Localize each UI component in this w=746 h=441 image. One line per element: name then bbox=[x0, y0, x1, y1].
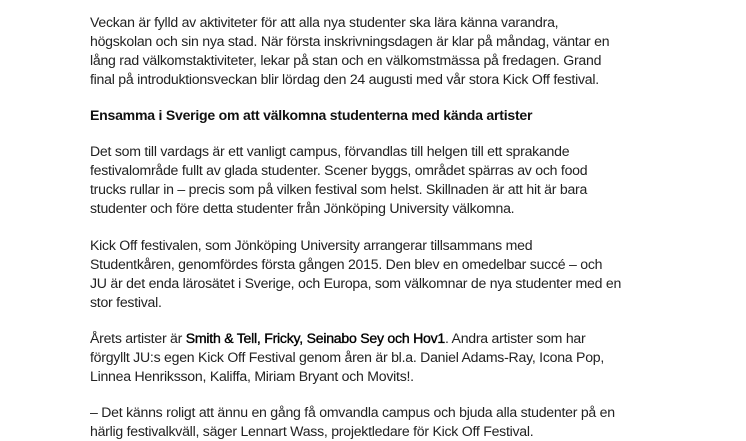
text-line: Det som till vardags är ett vanligt campus, förvandlas till helgen till ett sprakande bbox=[90, 143, 570, 159]
text-line: lång rad välkomstaktiviteter, lekar på stan och en välkomstmässa på fredagen. Grand bbox=[90, 52, 602, 68]
text-line: Linnea Henriksson, Kaliffa, Miriam Bryant och Movits!. bbox=[90, 368, 414, 384]
text-line: stor festival. bbox=[90, 294, 162, 310]
paragraph-intro-week bbox=[90, 13, 690, 89]
text-line: härlig festivalkväll, säger Lennart Wass, projektledare för Kick Off Festival. bbox=[90, 423, 534, 439]
text-line: förgyllt JU:s egen Kick Off Festival genom åren är bl.a. Daniel Adams-Ray, Icona Pop, bbox=[90, 349, 605, 365]
document-page bbox=[90, 0, 690, 441]
text-line: Veckan är fylld av aktiviteter för att alla nya studenter ska lära känna varandra, bbox=[90, 14, 559, 30]
top-spacer bbox=[90, 0, 690, 13]
text-line: festivalområde fullt av glada studenter. Scener byggs, området spärras av och food bbox=[90, 162, 588, 178]
text-line: final på introduktionsveckan blir lördag den 24 augusti med vår stora Kick Off festival. bbox=[90, 71, 599, 87]
paragraph-artists bbox=[90, 329, 690, 386]
artists-highlight: Smith & Tell, Fricky, Seinabo Sey och Hov1 bbox=[185, 330, 445, 346]
paragraph-spacer bbox=[90, 386, 690, 403]
paragraph-spacer bbox=[90, 89, 690, 106]
text-line: Studentkåren, genomfördes första gången 2015. Den blev en omedelbar succé – och bbox=[90, 256, 603, 272]
paragraph-quote bbox=[90, 403, 690, 441]
section-heading: Ensamma i Sverige om att välkomna studenterna med kända artister bbox=[90, 107, 533, 123]
text-line: Kick Off festivalen, som Jönköping University arrangerar tillsammans med bbox=[90, 237, 533, 253]
text-line: – Det känns roligt att ännu en gång få omvandla campus och bjuda alla studenter på en bbox=[90, 404, 615, 420]
paragraph-campus-festival bbox=[90, 142, 690, 218]
text-line: trucks rullar in – precis som på vilken festival som helst. Skillnaden är att hit är bara bbox=[90, 181, 588, 197]
paragraph-kick-off-history bbox=[90, 236, 690, 312]
paragraph-spacer bbox=[90, 312, 690, 329]
text-line: JU är det enda lärosätet i Sverige, och Europa, som välkomnar de nya studenter med en bbox=[90, 275, 622, 291]
text-line: studenter och före detta studenter från Jönköping University välkomna. bbox=[90, 200, 515, 216]
text-line bbox=[90, 329, 690, 348]
paragraph-spacer bbox=[90, 218, 690, 236]
paragraph-spacer bbox=[90, 125, 690, 142]
artists-suffix: . Andra artister som har bbox=[444, 330, 586, 346]
text-line: högskolan och sin nya stad. När första inskrivningsdagen är klar på måndag, väntar en bbox=[90, 33, 610, 49]
artists-prefix: Årets artister är bbox=[90, 330, 186, 346]
